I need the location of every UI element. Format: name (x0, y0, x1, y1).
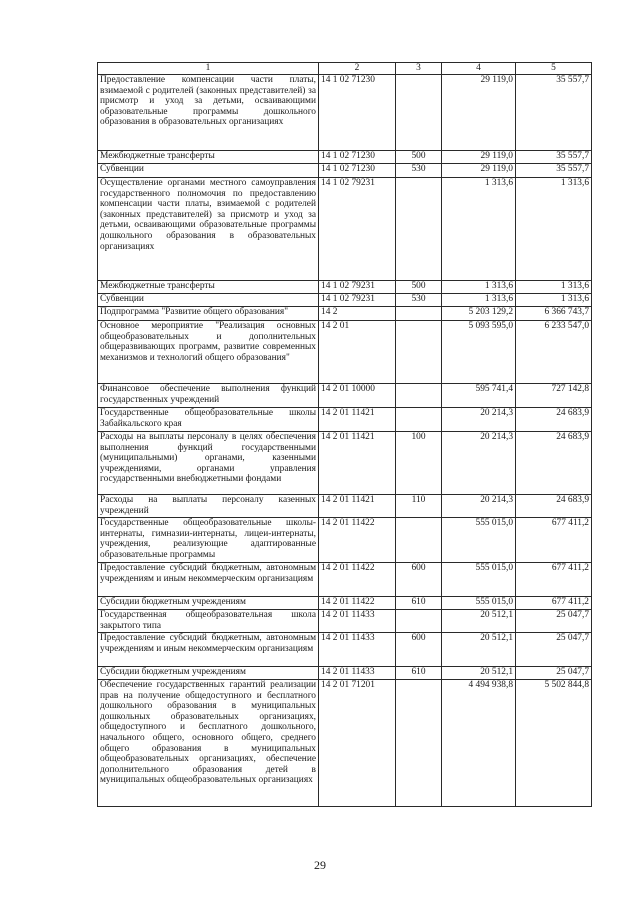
row-sum-1: 20 512,1 (442, 610, 516, 633)
table-row (98, 597, 592, 610)
table-row (98, 384, 592, 408)
table-row (98, 610, 592, 633)
row-sum-1: 555 015,0 (442, 597, 516, 610)
col-header-expense-type: 3 (396, 63, 442, 75)
row-sum-2: 35 557,7 (516, 151, 592, 164)
table-row (98, 495, 592, 518)
row-code: 14 2 01 11433 (319, 667, 396, 680)
row-name: Государственные общеобразовательные школы-интернаты, гимназии-интернаты, лицеи-интернаты, учреждения, реализующие адаптированные образовательные программы (98, 518, 319, 563)
row-name: Предоставление субсидий бюджетным, автономным учреждениям и иным некоммерческим организациям (98, 563, 319, 597)
row-name: Субсидии бюджетным учреждениям (98, 597, 319, 610)
row-expense-type (396, 321, 442, 384)
table-row (98, 633, 592, 667)
row-code: 14 2 01 11422 (319, 518, 396, 563)
row-expense-type (396, 384, 442, 408)
row-sum-1: 555 015,0 (442, 563, 516, 597)
header-row (98, 63, 592, 75)
row-code: 14 2 01 71201 (319, 680, 396, 807)
row-sum-1: 20 214,3 (442, 495, 516, 518)
row-name: Осуществление органами местного самоуправления государственного полномочия по предоставлению компенсации части платы, взимаемой с родителей (законных представителей) за присмотр и уход за детьми, осваивающими образовательные программы дошкольного образования в образовательных организациях (98, 178, 319, 281)
row-sum-2: 35 557,7 (516, 164, 592, 178)
row-expense-type (396, 178, 442, 281)
budget-table (97, 62, 592, 807)
table-row (98, 294, 592, 307)
row-expense-type (396, 610, 442, 633)
table-row (98, 680, 592, 807)
row-name: Расходы на выплаты персоналу в целях обеспечения выполнения функций государственными (муниципальными) органами, казенными учреждениями, органами управления государственными внебюджетными фондами (98, 432, 319, 495)
row-expense-type: 610 (396, 597, 442, 610)
row-name: Финансовое обеспечение выполнения функций государственных учреждений (98, 384, 319, 408)
col-header-name: 1 (98, 63, 319, 75)
row-code: 14 2 01 11433 (319, 633, 396, 667)
row-code: 14 2 01 11421 (319, 495, 396, 518)
table-row (98, 408, 592, 432)
row-sum-1: 1 313,6 (442, 178, 516, 281)
row-sum-1: 1 313,6 (442, 294, 516, 307)
row-sum-2: 24 683,9 (516, 408, 592, 432)
table-row (98, 151, 592, 164)
row-name: Предоставление субсидий бюджетным, автономным учреждениям и иным некоммерческим организациям (98, 633, 319, 667)
row-name: Предоставление компенсации части платы, взимаемой с родителей (законных представителей) за присмотр и уход за детьми, осваивающими образовательные программы дошкольного образования в образовательных организациях (98, 75, 319, 151)
row-expense-type: 100 (396, 432, 442, 495)
budget-page (97, 62, 591, 807)
row-expense-type: 530 (396, 164, 442, 178)
table-row (98, 178, 592, 281)
col-header-code: 2 (319, 63, 396, 75)
row-expense-type (396, 75, 442, 151)
row-code: 14 1 02 71230 (319, 151, 396, 164)
row-name: Субсидии бюджетным учреждениям (98, 667, 319, 680)
row-name: Государственные общеобразовательные школы Забайкальского края (98, 408, 319, 432)
row-expense-type (396, 680, 442, 807)
row-expense-type: 610 (396, 667, 442, 680)
row-code: 14 2 (319, 307, 396, 321)
table-row (98, 164, 592, 178)
row-code: 14 1 02 79231 (319, 178, 396, 281)
table-row (98, 281, 592, 294)
row-name: Основное мероприятие "Реализация основных общеобразовательных и дополнительных общеразвивающих программ, развитие современных механизмов и технологий общего образования" (98, 321, 319, 384)
row-sum-1: 20 214,3 (442, 408, 516, 432)
table-row (98, 307, 592, 321)
row-code: 14 1 02 79231 (319, 294, 396, 307)
row-sum-2: 25 047,7 (516, 667, 592, 680)
row-sum-2: 677 411,2 (516, 597, 592, 610)
row-sum-2: 1 313,6 (516, 178, 592, 281)
row-sum-2: 35 557,7 (516, 75, 592, 151)
row-sum-1: 555 015,0 (442, 518, 516, 563)
row-name: Межбюджетные трансферты (98, 281, 319, 294)
row-code: 14 2 01 11421 (319, 432, 396, 495)
table-row (98, 563, 592, 597)
row-sum-2: 727 142,8 (516, 384, 592, 408)
row-sum-2: 24 683,9 (516, 495, 592, 518)
row-sum-2: 1 313,6 (516, 281, 592, 294)
row-sum-2: 25 047,7 (516, 610, 592, 633)
table-row (98, 321, 592, 384)
row-expense-type: 600 (396, 633, 442, 667)
col-header-sum-1: 4 (442, 63, 516, 75)
row-expense-type: 110 (396, 495, 442, 518)
row-code: 14 2 01 (319, 321, 396, 384)
row-code: 14 2 01 11422 (319, 563, 396, 597)
row-code: 14 1 02 79231 (319, 281, 396, 294)
row-code: 14 2 01 11422 (319, 597, 396, 610)
row-sum-2: 677 411,2 (516, 563, 592, 597)
row-sum-1: 20 214,3 (442, 432, 516, 495)
row-sum-2: 1 313,6 (516, 294, 592, 307)
table-row (98, 667, 592, 680)
row-expense-type: 530 (396, 294, 442, 307)
row-code: 14 1 02 71230 (319, 75, 396, 151)
row-expense-type: 600 (396, 563, 442, 597)
row-code: 14 2 01 11421 (319, 408, 396, 432)
row-name: Обеспечение государственных гарантий реализации прав на получение общедоступного и бесплатного дошкольного образования в муниципальных дошкольных образовательных организациях, общедоступного и бесплатного дошкольного, начального общего, основного общего, среднего общего образования в муниципальных общеобразовательных организациях, обеспечение дополнительного образования детей в муниципальных общеобразовательных организациях (98, 680, 319, 807)
row-name: Подпрограмма "Развитие общего образования" (98, 307, 319, 321)
row-sum-1: 4 494 938,8 (442, 680, 516, 807)
row-sum-1: 1 313,6 (442, 281, 516, 294)
row-code: 14 2 01 11433 (319, 610, 396, 633)
row-sum-2: 5 502 844,8 (516, 680, 592, 807)
col-header-sum-2: 5 (516, 63, 592, 75)
row-expense-type (396, 408, 442, 432)
row-sum-1: 29 119,0 (442, 75, 516, 151)
row-name: Субвенции (98, 294, 319, 307)
row-expense-type: 500 (396, 151, 442, 164)
table-row (98, 518, 592, 563)
row-code: 14 1 02 71230 (319, 164, 396, 178)
page-number: 29 (314, 858, 326, 872)
row-name: Межбюджетные трансферты (98, 151, 319, 164)
row-expense-type: 500 (396, 281, 442, 294)
table-row (98, 75, 592, 151)
row-expense-type (396, 307, 442, 321)
row-sum-2: 6 233 547,0 (516, 321, 592, 384)
row-sum-1: 29 119,0 (442, 164, 516, 178)
row-sum-2: 24 683,9 (516, 432, 592, 495)
row-name: Субвенции (98, 164, 319, 178)
row-expense-type (396, 518, 442, 563)
row-sum-1: 29 119,0 (442, 151, 516, 164)
row-sum-2: 25 047,7 (516, 633, 592, 667)
row-sum-2: 6 366 743,7 (516, 307, 592, 321)
row-sum-1: 5 203 129,2 (442, 307, 516, 321)
row-name: Расходы на выплаты персоналу казенных учреждений (98, 495, 319, 518)
table-row (98, 432, 592, 495)
row-sum-1: 20 512,1 (442, 667, 516, 680)
row-sum-1: 20 512,1 (442, 633, 516, 667)
row-code: 14 2 01 10000 (319, 384, 396, 408)
row-name: Государственная общеобразовательная школа закрытого типа (98, 610, 319, 633)
row-sum-2: 677 411,2 (516, 518, 592, 563)
row-sum-1: 595 741,4 (442, 384, 516, 408)
row-sum-1: 5 093 595,0 (442, 321, 516, 384)
